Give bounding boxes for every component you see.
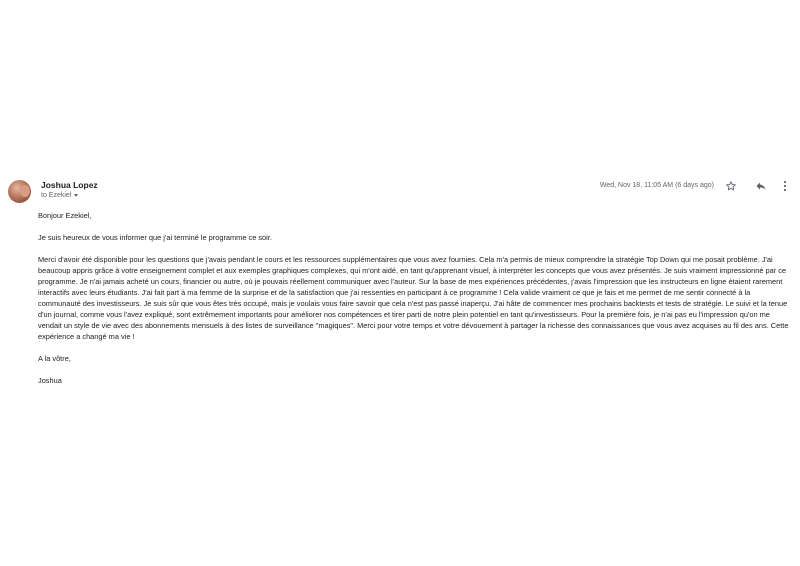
- email-closing: A la vôtre,: [38, 354, 71, 363]
- chevron-down-icon[interactable]: [74, 194, 78, 197]
- email-timestamp: Wed, Nov 18, 11:05 AM (6 days ago): [599, 182, 714, 189]
- more-vert-icon: [783, 180, 787, 192]
- reply-icon: [755, 180, 767, 192]
- recipient-details[interactable]: [41, 192, 78, 199]
- star-icon: [725, 180, 737, 192]
- email-body: [38, 210, 790, 397]
- email-signature: Joshua: [38, 376, 62, 385]
- avatar-photo: [20, 185, 30, 197]
- star-button[interactable]: [724, 179, 738, 193]
- avatar[interactable]: [8, 180, 31, 203]
- more-options-button[interactable]: [778, 179, 792, 193]
- sender-name[interactable]: Joshua Lopez: [41, 180, 98, 190]
- recipient-text: to Ezekiel: [41, 192, 72, 199]
- email-greeting: Bonjour Ezekiel,: [38, 211, 92, 220]
- email-paragraph: Je suis heureux de vous informer que j'ai terminé le programme ce soir.: [38, 233, 272, 242]
- email-paragraph: Merci d'avoir été disponible pour les questions que j'avais pendant le cours et les ressources supplémentaires que vous avez fournies. Cela m'a permis de mieux comprendre la stratégie Top Down qui me posait problème. J'ai beaucoup appris grâce à votre enseignement complet et aux exemples graphiques complexes, qui m'ont aidé, en tant qu'apprenant visuel, à interpréter les concepts que vous avez présentés. Je suis vraiment impressionné par ce programme. Je n'ai jamais acheté un cours, financier ou autre, où je pouvais réellement communiquer avec l'auteur. Sur la base de mes expériences précédentes, j'avais l'impression que les instructeurs en ligne étaient rarement interactifs avec leurs étudiants. J'ai fait part à ma femme de la surprise et de la satisfaction que j'ai ressenties en participant à ce programme ! Cela valide vraiment ce que je fais et me permet de me sentir connecté à la communauté des investisseurs. Je suis sûr que vous êtes très occupé, mais je voulais vous faire savoir que cela n'est pas passé inaperçu. J'ai hâte de commencer mes prochains backtests et tests de stratégie. Le suivi et la tenue d'un journal, comme vous l'avez expliqué, sont extrêmement importants pour améliorer nos compétences et tirer parti de notre plein potentiel en tant qu'investisseurs. Pour la première fois, je n'ai pas eu l'impression qu'on me vendait un style de vie avec des abonnements mensuels à des listes de surveillance "magiques". Merci pour votre temps et votre dévouement à partager la richesse des connaissances que vous avez acquises au fil des ans. Cette expérience a changé ma vie !: [38, 255, 789, 341]
- email-header: [8, 178, 794, 208]
- reply-button[interactable]: [754, 179, 768, 193]
